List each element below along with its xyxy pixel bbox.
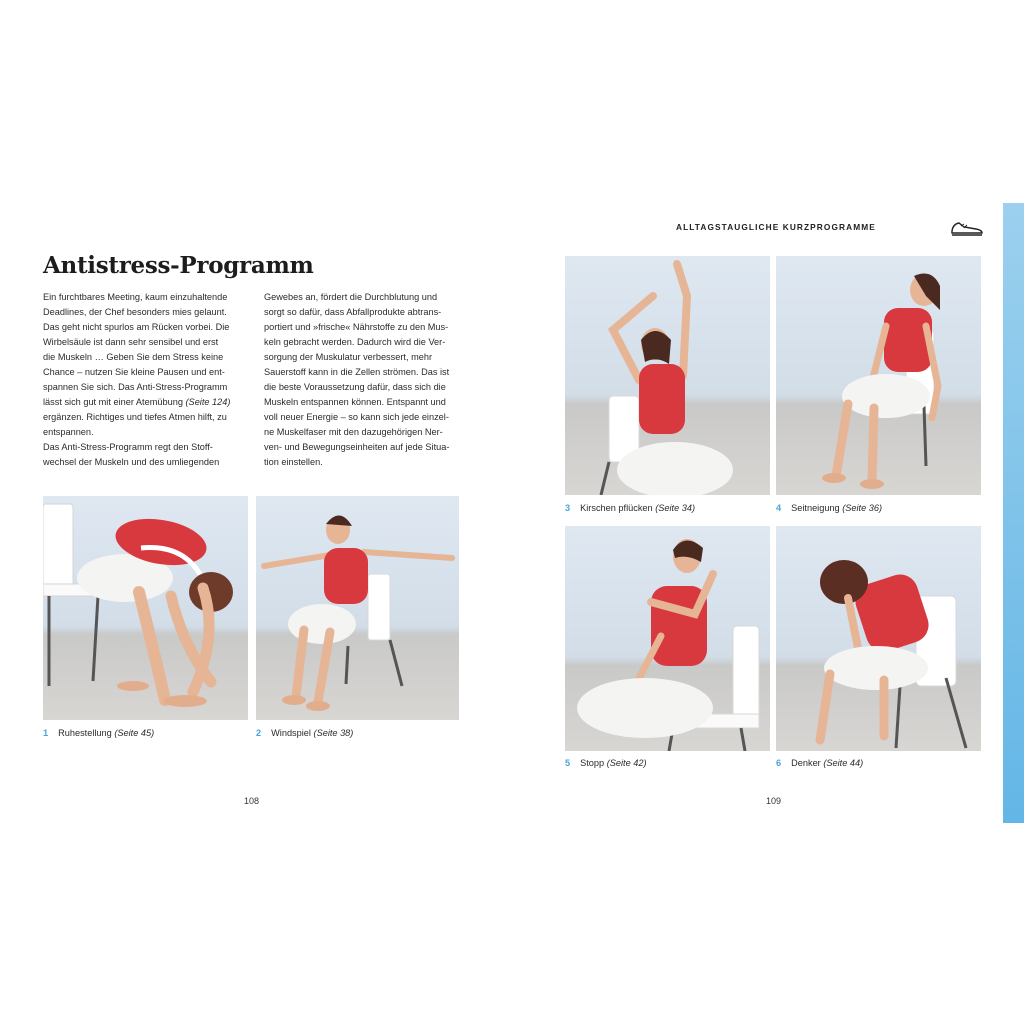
page-reference-link[interactable]: (Seite 36) — [842, 503, 883, 513]
caption-label: Windspiel — [271, 728, 311, 738]
page-number-left: 108 — [244, 796, 260, 806]
text-line: Ein furchtbares Meeting, kaum einzuhaltende — [43, 292, 228, 302]
exercise-caption-3 — [565, 503, 695, 513]
caption-label: Ruhestellung — [58, 728, 112, 738]
text-line: portiert und »frische« Nährstoffe zu den Mus- — [264, 322, 449, 332]
text-line: entspannen. — [43, 427, 94, 437]
text-line: die beste Voraussetzung dafür, dass sich die — [264, 382, 446, 392]
page-reference-link[interactable]: (Seite 124) — [185, 397, 231, 407]
caption-label: Seitneigung — [791, 503, 840, 513]
page-number-right: 109 — [766, 796, 782, 806]
page-reference-link[interactable]: (Seite 45) — [114, 728, 155, 738]
page-reference-link[interactable]: (Seite 38) — [313, 728, 354, 738]
text-line: sorgt so dafür, dass Abfallprodukte abtrans- — [264, 307, 442, 317]
text-line: tion einstellen. — [264, 457, 323, 467]
text-fragment: lässt sich gut mit einer Atemübung — [43, 397, 183, 407]
caption-label: Stopp — [580, 758, 605, 768]
text-line: spannen Sie sich. Das Anti-Stress-Programm — [43, 382, 228, 392]
caption-number: 5 — [565, 758, 571, 768]
photo-illustration — [776, 526, 981, 751]
sneaker-icon — [950, 219, 984, 237]
caption-number: 2 — [256, 728, 262, 738]
text-line: ne Muskelfaser mit den dazugehörigen Ner- — [264, 427, 443, 437]
caption-number: 4 — [776, 503, 782, 513]
text-line: Chance – nutzen Sie kleine Pausen und ent- — [43, 367, 225, 377]
text-line: ven- und Bewegungseinheiten auf jede Situa- — [264, 442, 450, 452]
text-line: voll neuer Energie – so kann sich jede einzel- — [264, 412, 449, 422]
text-line: sorgung der Muskulatur verbessert, mehr — [264, 352, 432, 362]
page-reference-link[interactable]: (Seite 44) — [823, 758, 864, 768]
caption-label: Kirschen pflücken — [580, 503, 653, 513]
exercise-photo-6 — [776, 526, 981, 751]
exercise-caption-4 — [776, 503, 882, 513]
running-head: ALLTAGSTAUGLICHE KURZPROGRAMME — [676, 222, 876, 232]
page-reference-link[interactable]: (Seite 34) — [655, 503, 696, 513]
text-line: ergänzen. Richtiges und tiefes Atmen hilft, zu — [43, 412, 227, 422]
photo-illustration — [565, 256, 770, 495]
exercise-caption-5 — [565, 758, 647, 768]
text-line: Gewebes an, fördert die Durchblutung und — [264, 292, 438, 302]
exercise-photo-3 — [565, 256, 770, 495]
exercise-photo-5 — [565, 526, 770, 751]
page-title: Antistress-Programm — [43, 252, 314, 279]
text-line: Wirbelsäule ist dann sehr sensibel und erst — [43, 337, 219, 347]
chapter-thumb-tab — [1003, 203, 1024, 823]
photo-illustration — [776, 256, 981, 495]
text-line: Deadlines, der Chef besonders mies gelaunt. — [43, 307, 227, 317]
text-line: wechsel der Muskeln und des umliegenden — [43, 457, 220, 467]
text-line: keln gebracht werden. Dadurch wird die Ver- — [264, 337, 446, 347]
exercise-caption-6 — [776, 758, 863, 768]
text-line: Das Anti-Stress-Programm regt den Stoff- — [43, 442, 213, 452]
caption-number: 3 — [565, 503, 571, 513]
caption-number: 6 — [776, 758, 782, 768]
page-reference-link[interactable]: (Seite 42) — [606, 758, 647, 768]
text-line: die Muskeln … Geben Sie dem Stress keine — [43, 352, 224, 362]
caption-label: Denker — [791, 758, 821, 768]
text-line: Das geht nicht spurlos am Rücken vorbei. Die — [43, 322, 230, 332]
text-line: Sauerstoff kann in die Zellen strömen. Das ist — [264, 367, 450, 377]
caption-number: 1 — [43, 728, 49, 738]
text-line: Muskeln entspannen können. Entspannt und — [264, 397, 446, 407]
exercise-photo-4 — [776, 256, 981, 495]
photo-illustration — [565, 526, 770, 751]
